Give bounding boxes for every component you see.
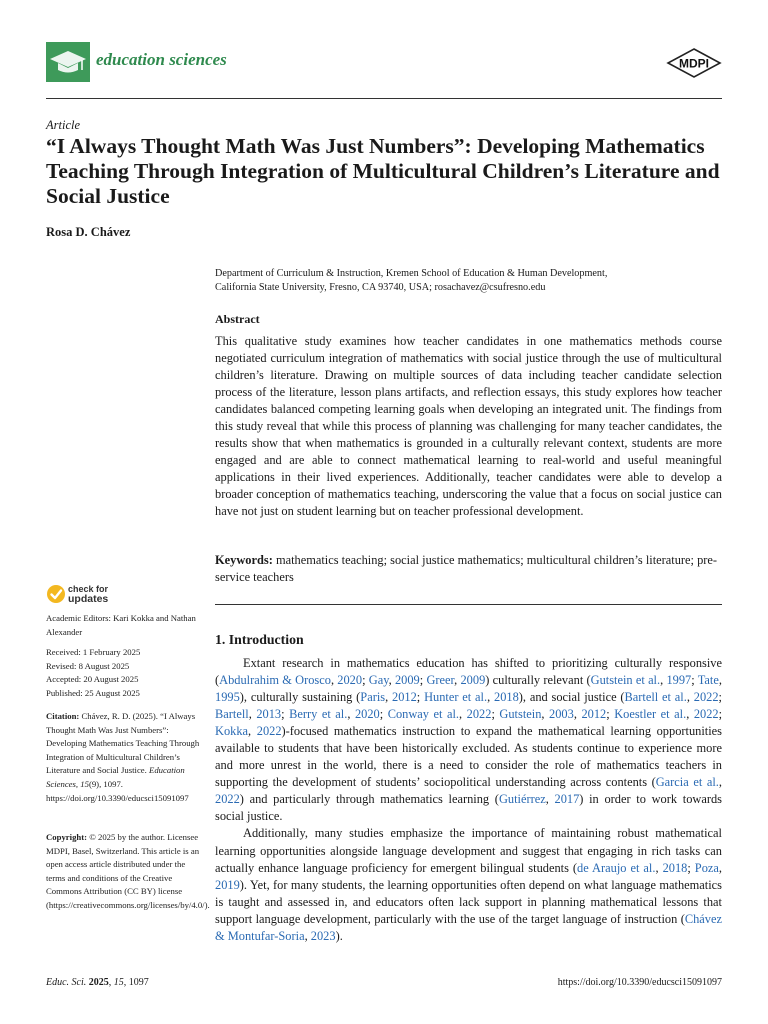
- reference-link[interactable]: 2018: [662, 860, 688, 875]
- citation-volume: 15: [80, 778, 89, 789]
- paragraph-text: Additionally, many studies emphasize the importance of maintaining robust mathematical learning opportunities alongside language development and suggest that engaging in rich tasks can actually enhance language proficiency for emergent bilingual students (: [215, 826, 722, 875]
- paragraph-text: ,: [487, 690, 494, 705]
- journal-name: education sciences: [96, 50, 227, 69]
- paragraph-text: ;: [379, 707, 388, 722]
- reference-link[interactable]: 2022: [693, 707, 719, 722]
- citation-journal: Education Sciences,: [46, 765, 185, 789]
- academic-editors: Academic Editors: Kari Kokka and Nathan Alexander: [46, 613, 196, 637]
- reference-link[interactable]: 2017: [554, 792, 580, 807]
- reference-link[interactable]: Koestler et al.: [614, 707, 687, 722]
- reference-link[interactable]: Paris: [360, 690, 386, 705]
- introduction-paragraph-2: [215, 825, 722, 944]
- section-divider: [215, 604, 722, 605]
- paragraph-text: ,: [718, 775, 722, 790]
- reference-link[interactable]: 1997: [666, 673, 692, 688]
- reference-link[interactable]: 2022: [256, 724, 282, 739]
- journal-logo: [46, 42, 90, 82]
- article-title: “I Always Thought Math Was Just Numbers”: Developing Mathematics Teaching Through Integration of Multicultural Children’s Literature and Social Justice: [46, 134, 720, 208]
- affiliation: [215, 267, 725, 295]
- paragraph-text: ,: [573, 707, 582, 722]
- footer-doi-link[interactable]: https://doi.org/10.3390/educsci15091097: [557, 977, 722, 988]
- abstract-heading: Abstract: [215, 312, 260, 326]
- accepted-date: Accepted: 20 August 2025: [46, 674, 139, 685]
- paragraph-text: ,: [304, 928, 311, 943]
- paragraph-text: ,: [459, 707, 467, 722]
- article-type: Article: [46, 118, 81, 132]
- reference-link[interactable]: 2009: [394, 673, 420, 688]
- reference-link[interactable]: Chávez & Montufar-Soria: [215, 911, 722, 943]
- reference-link[interactable]: 2022: [693, 690, 719, 705]
- paragraph-text: ;: [687, 860, 695, 875]
- check-for-updates-line-2: updates: [68, 593, 109, 605]
- reference-link[interactable]: 2020: [337, 673, 363, 688]
- introduction-body: [215, 655, 722, 945]
- reference-link[interactable]: Hunter et al.: [424, 690, 488, 705]
- keywords: [215, 552, 722, 586]
- reference-link[interactable]: Kokka: [215, 724, 249, 739]
- reference-link[interactable]: 2018: [494, 690, 519, 705]
- paragraph-text: ,: [686, 707, 694, 722]
- received-date: Received: 1 February 2025: [46, 647, 141, 657]
- paragraph-text: ,: [330, 673, 338, 688]
- citation-text: Chávez, R. D. (2025). “I Always Thought Math Was Just Numbers”: Developing Mathematics Teaching Through Integration of Multicultural Children’s Literature and Social Justice.: [46, 711, 200, 776]
- reference-link[interactable]: Gutiérrez: [498, 792, 546, 807]
- check-for-updates-line-1: check for: [68, 584, 109, 594]
- reference-link[interactable]: Greer: [426, 673, 455, 688]
- reference-link[interactable]: Abdulrahim & Orosco: [219, 673, 331, 688]
- reference-link[interactable]: 2012: [392, 690, 417, 705]
- reference-link[interactable]: 2022: [466, 707, 492, 722]
- section-heading-introduction: 1. Introduction: [215, 632, 304, 647]
- reference-link[interactable]: 2022: [215, 792, 240, 807]
- paragraph-text: ) in order to work towards social justice.: [215, 792, 722, 824]
- citation-block: [46, 710, 201, 805]
- reference-link[interactable]: Gutstein: [499, 707, 542, 722]
- citation-doi[interactable]: (9), 1097. https://doi.org/10.3390/educsci15091097: [46, 778, 189, 803]
- header-divider: [46, 98, 722, 99]
- paragraph-text: ;: [718, 707, 723, 722]
- introduction-paragraph-1: [215, 655, 722, 825]
- paragraph-text: ,: [385, 690, 393, 705]
- copyright-block: [46, 831, 210, 913]
- publication-dates: [46, 646, 201, 700]
- paragraph-text: )-focused mathematics instruction to expand the mathematical learning opportunities available to students that have been historically excluded. As students continue to experience more and more unrest in the world, there is a need to consider the role of mathematics teachers in supporting the development of students’ sociopolitical understanding across contents (: [215, 724, 722, 790]
- footer-volume: 15: [113, 977, 124, 988]
- paragraph-text: ;: [362, 673, 369, 688]
- paragraph-text: ;: [491, 707, 500, 722]
- paragraph-text: ,: [248, 707, 257, 722]
- paragraph-text: ,: [686, 690, 694, 705]
- paragraph-text: ;: [691, 673, 698, 688]
- affiliation-line-2: California State University, Fresno, CA 93740, USA; rosachavez@csufresno.edu: [215, 282, 546, 293]
- reference-link[interactable]: 2012: [581, 707, 607, 722]
- copyright-label: Copyright:: [46, 832, 88, 842]
- reference-link[interactable]: 2013: [256, 707, 282, 722]
- paragraph-text: ,: [541, 707, 550, 722]
- graduation-cap-icon: [46, 42, 90, 82]
- paragraph-text: ,: [454, 673, 461, 688]
- paragraph-text: ) culturally relevant (: [485, 673, 591, 688]
- citation-label: Citation:: [46, 711, 80, 721]
- paragraph-text: ,: [388, 673, 395, 688]
- footer-journal: Educ. Sci.: [46, 977, 87, 988]
- reference-link[interactable]: Garcia et al.: [655, 775, 719, 790]
- keywords-text: mathematics teaching; social justice mathematics; multicultural children’s literature; pre-service teachers: [215, 553, 718, 584]
- author-name: Rosa D. Chávez: [46, 225, 131, 239]
- published-date: Published: 25 August 2025: [46, 687, 140, 698]
- reference-link[interactable]: 2020: [354, 707, 380, 722]
- paragraph-text: ).: [335, 928, 343, 943]
- copyright-text: © 2025 by the author. Licensee MDPI, Basel, Switzerland. This article is an open access article distributed under the terms and conditions of the Creative Commons Attribution (CC BY) license (https://creativecommons.org/licenses/by/4.0/).: [46, 832, 210, 910]
- reference-link[interactable]: Poza: [694, 860, 719, 875]
- paragraph-text: ;: [281, 707, 290, 722]
- affiliation-line-1: Department of Curriculum & Instruction, Kremen School of Education & Human Development,: [215, 268, 608, 279]
- paragraph-text: Extant research in mathematics education has shifted to prioritizing culturally responsive (: [215, 656, 722, 688]
- reference-link[interactable]: Berry et al.: [289, 707, 348, 722]
- paragraph-text: ). Yet, for many students, the learning opportunities often depend on what language mathematics is taught and assessed in, and educators often lack support in planning mathematical lessons that support language development, particularly with the use of the target language of instruction (: [215, 877, 722, 926]
- reference-link[interactable]: 2009: [460, 673, 486, 688]
- paragraph-text: ), culturally sustaining (: [239, 690, 361, 705]
- check-for-updates-icon[interactable]: [46, 584, 66, 604]
- footer-year: 2025: [88, 977, 109, 988]
- paragraph-text: ;: [718, 690, 722, 705]
- reference-link[interactable]: Gutstein et al.: [590, 673, 661, 688]
- abstract-text: This qualitative study examines how teacher candidates in one mathematics methods course negotiated curriculum integration of mathematics with social justice through the use of multicultural children’s literature. Drawing on multiple sources of data including teacher candidate selection process of the literature, lesson plans artifacts, and reflection essays, this study explores how teacher candidates balanced competing learning goals when developing an integrated unit. The findings from this study reveal that while this process of planning was challenging for many teacher candidates, the results show that when mathematics is grounded in a culturally relevant context, students are more engaged and are able to connect mathematical learning to real-world and useful meaningful applications in their lived experiences. Additionally, teacher candidates were able to develop a broader conception of mathematics teaching, underscoring the value that a focus on social justice can have not just on student learning but on teacher professional development.: [215, 334, 722, 518]
- paragraph-text: ;: [416, 690, 425, 705]
- paragraph-text: ,: [347, 707, 355, 722]
- paragraph-text: ), and social justice (: [518, 690, 625, 705]
- paragraph-text: ,: [718, 860, 722, 875]
- reference-link[interactable]: Tate: [697, 673, 719, 688]
- paragraph-text: ;: [419, 673, 427, 688]
- publisher-name: MDPI: [679, 56, 709, 71]
- reference-link[interactable]: de Araujo et al.: [577, 860, 656, 875]
- paragraph-text: ,: [248, 724, 257, 739]
- paragraph-text: ,: [545, 792, 555, 807]
- keywords-label: Keywords:: [215, 553, 273, 567]
- paragraph-text: ,: [718, 673, 722, 688]
- check-for-updates-button[interactable]: [68, 585, 108, 605]
- revised-date: Revised: 8 August 2025: [46, 660, 130, 671]
- paragraph-text: ;: [606, 707, 615, 722]
- reference-link[interactable]: Gay: [368, 673, 389, 688]
- reference-link[interactable]: Conway et al.: [387, 707, 460, 722]
- footer-article-number: 1097: [128, 977, 149, 988]
- reference-link[interactable]: 2003: [549, 707, 574, 722]
- footer-citation: Educ. Sci. 2025, 15, 1097: [46, 977, 149, 988]
- reference-link[interactable]: 1995: [215, 690, 240, 705]
- reference-link[interactable]: Bartell et al.: [624, 690, 687, 705]
- paragraph-text: ) and particularly through mathematics learning (: [239, 792, 499, 807]
- paragraph-text: ,: [655, 860, 663, 875]
- reference-link[interactable]: Bartell: [215, 707, 249, 722]
- mdpi-logo: [666, 48, 722, 78]
- paragraph-text: ,: [660, 673, 667, 688]
- reference-link[interactable]: 2019: [215, 877, 240, 892]
- reference-link[interactable]: 2023: [310, 928, 336, 943]
